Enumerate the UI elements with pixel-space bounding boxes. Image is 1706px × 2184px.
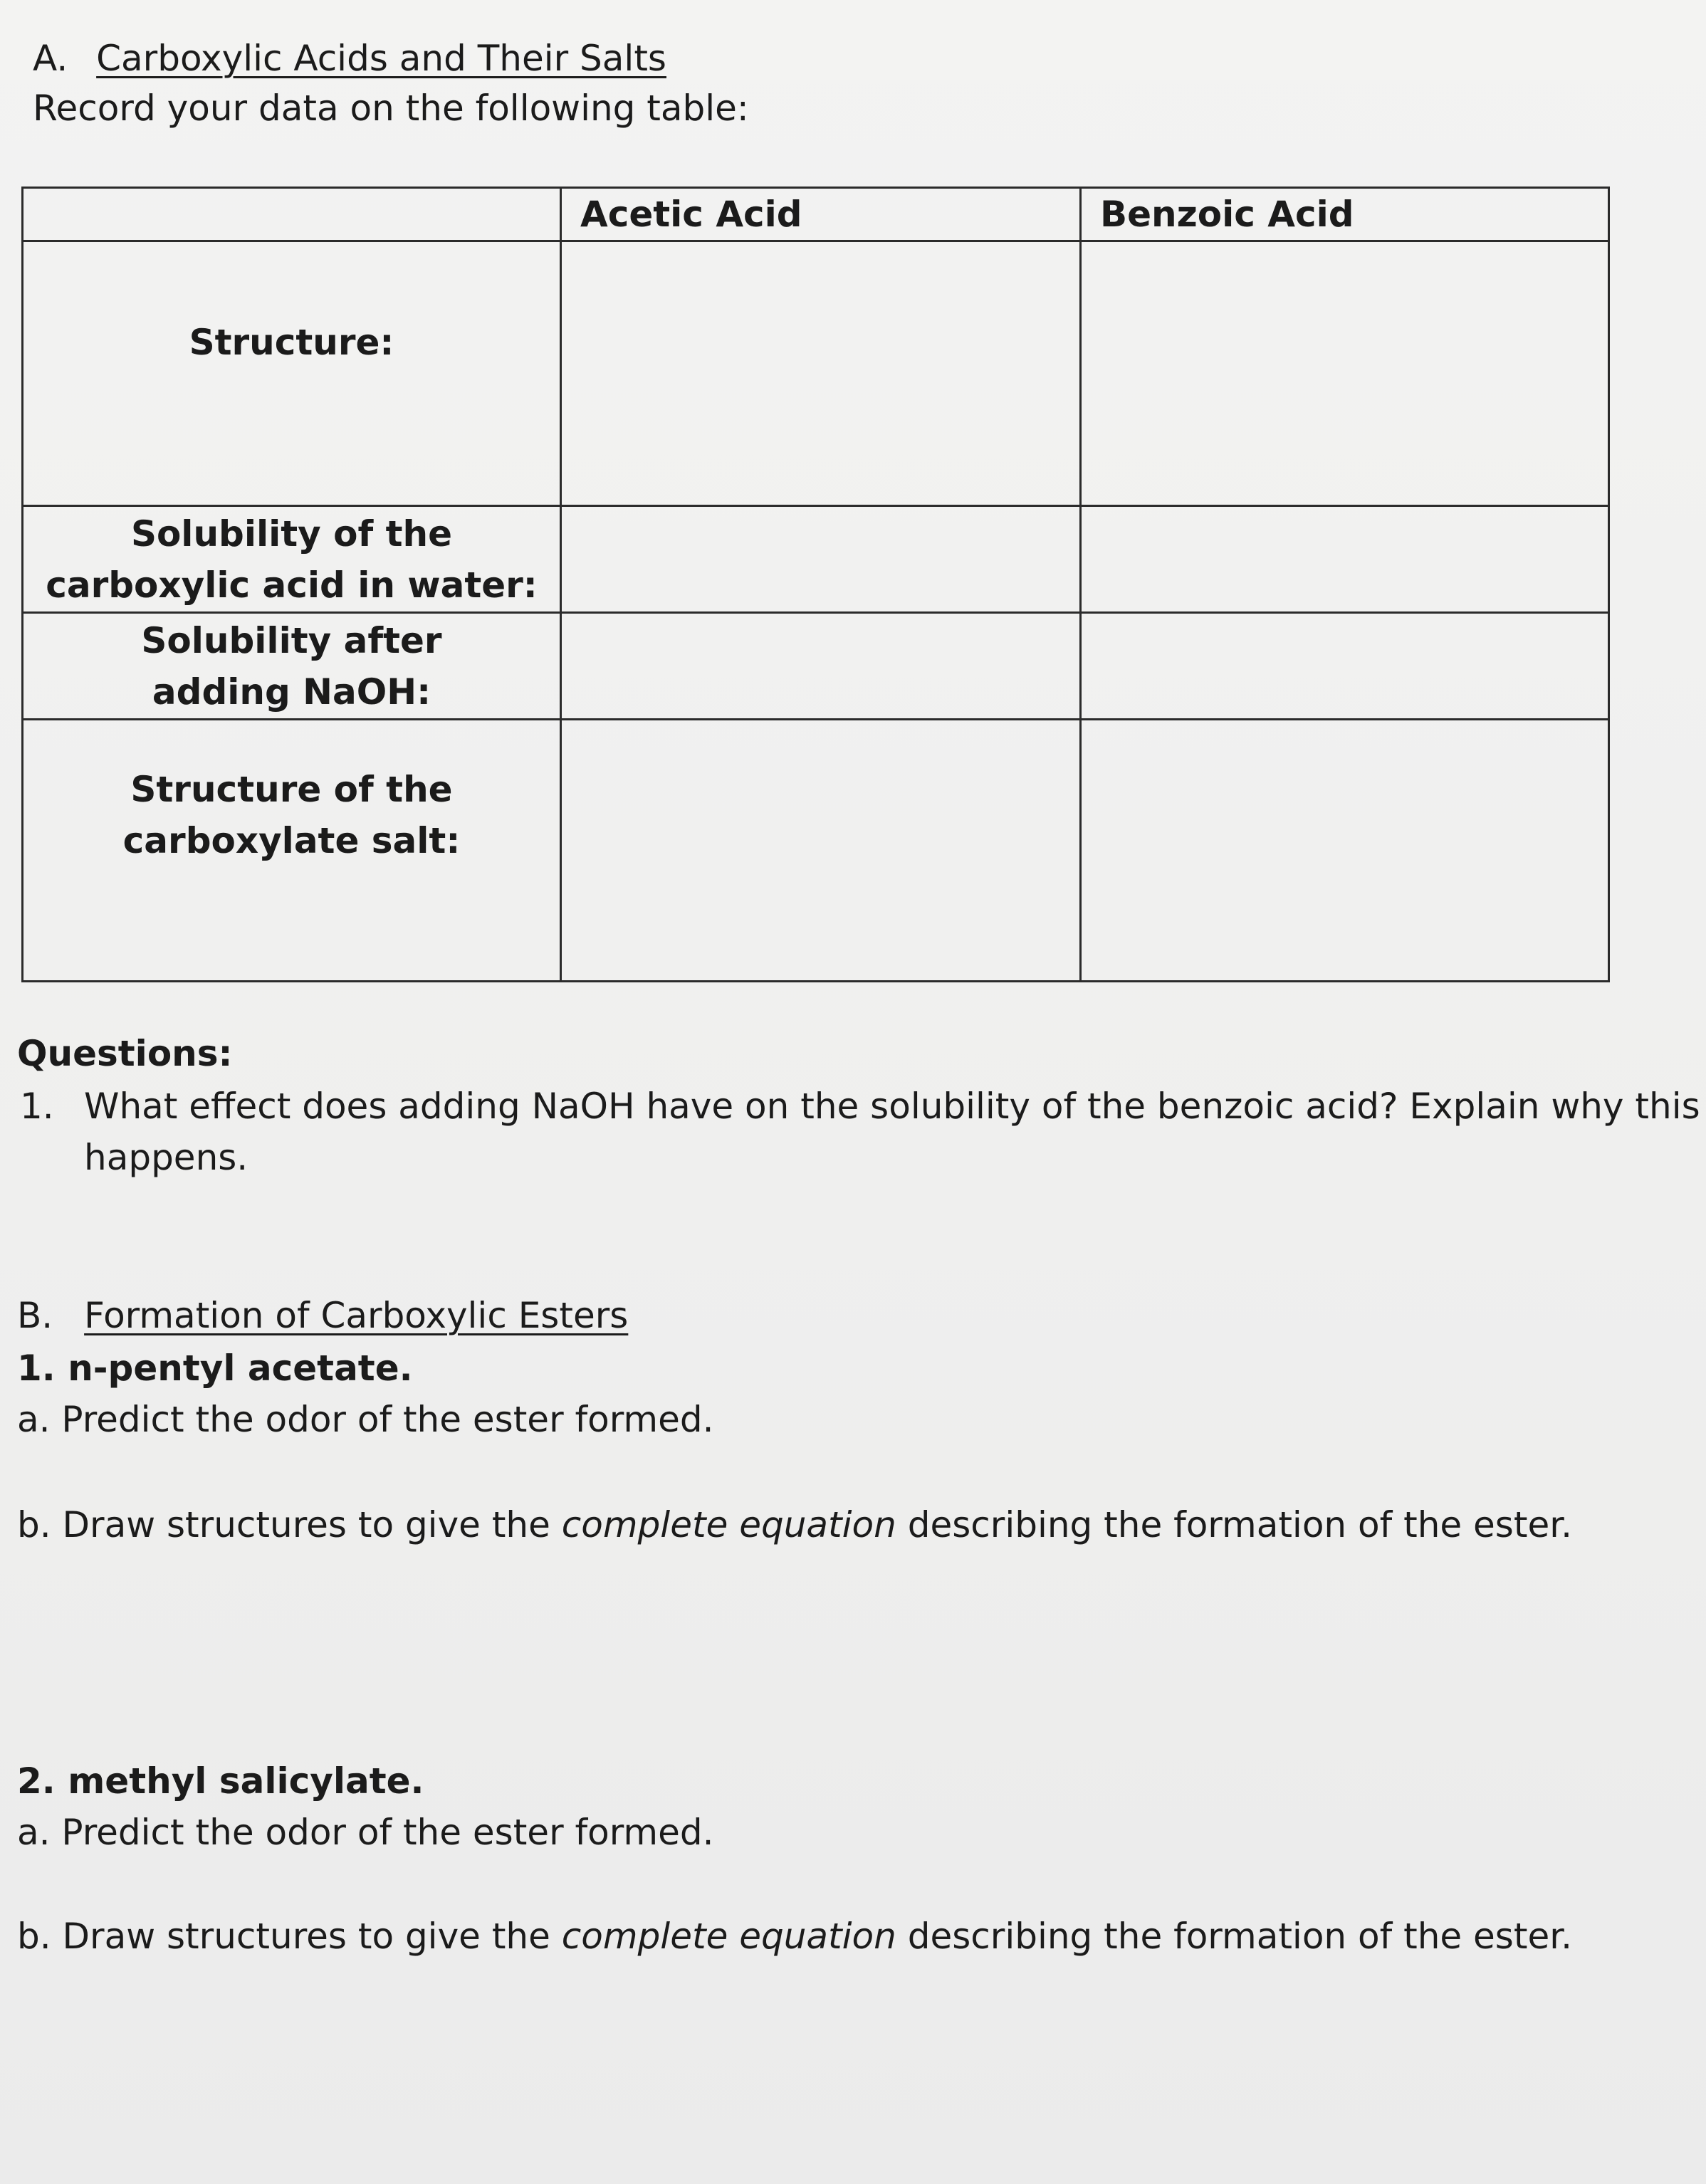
answer-cell[interactable] [561, 506, 1081, 613]
answer-cell[interactable] [1081, 506, 1609, 613]
row-label-line: Structure: [189, 321, 394, 363]
section-b-heading [17, 1294, 628, 1337]
ester-1-odor-prompt: a. Predict the odor of the ester formed. [17, 1399, 714, 1440]
table-header-benzoic-acid: Benzoic Acid [1081, 188, 1609, 241]
table-row-solubility-naoh [23, 613, 1609, 720]
row-label-carboxylate-salt [23, 720, 561, 982]
answer-cell[interactable] [1081, 241, 1609, 506]
data-table [21, 187, 1610, 982]
row-label-line: Solubility of the [130, 513, 453, 555]
prompt-emphasis: complete equation [561, 1504, 896, 1545]
row-label-solubility-water [23, 506, 561, 613]
row-label-solubility-naoh [23, 613, 561, 720]
table-row-carboxylate-salt [23, 720, 1609, 982]
row-label-line: adding NaOH: [152, 671, 431, 713]
section-a-instruction: Record your data on the following table: [33, 88, 749, 129]
prompt-text: describing the formation of the ester. [896, 1916, 1573, 1957]
row-label-line: carboxylic acid in water: [46, 564, 538, 606]
ester-2-equation-prompt [17, 1915, 1572, 1958]
question-1-text-cont: happens. [84, 1137, 248, 1178]
answer-cell[interactable] [1081, 720, 1609, 982]
row-label-line: Solubility after [141, 619, 442, 661]
questions-heading: Questions: [17, 1033, 233, 1074]
row-label-structure [23, 241, 561, 506]
prompt-emphasis: complete equation [561, 1916, 896, 1957]
row-label-line: Structure of the [130, 768, 453, 810]
table-row-solubility-water [23, 506, 1609, 613]
prompt-text: describing the formation of the ester. [896, 1504, 1573, 1545]
answer-cell[interactable] [561, 720, 1081, 982]
question-1-text: What effect does adding NaOH have on the solubility of the benzoic acid? Explain why this [84, 1086, 1700, 1127]
section-a-letter: A. [33, 38, 68, 79]
table-header-cell [23, 188, 561, 241]
prompt-text: b. Draw structures to give the [17, 1916, 562, 1957]
ester-1-title: 1. n-pentyl acetate. [17, 1348, 413, 1389]
section-a-title: Carboxylic Acids and Their Salts [96, 38, 666, 79]
question-1-number: 1. [20, 1086, 54, 1127]
answer-cell[interactable] [561, 613, 1081, 720]
table-header-row [23, 188, 1609, 241]
section-b-title: Formation of Carboxylic Esters [84, 1295, 629, 1336]
ester-1-equation-prompt [17, 1503, 1572, 1546]
section-a-heading [33, 37, 666, 80]
prompt-text: b. Draw structures to give the [17, 1504, 562, 1545]
table-row-structure [23, 241, 1609, 506]
answer-cell[interactable] [1081, 613, 1609, 720]
row-label-line: carboxylate salt: [122, 819, 461, 861]
ester-2-odor-prompt: a. Predict the odor of the ester formed. [17, 1812, 714, 1853]
table-header-acetic-acid: Acetic Acid [561, 188, 1081, 241]
section-b-letter: B. [17, 1295, 53, 1336]
ester-2-title: 2. methyl salicylate. [17, 1760, 424, 1802]
answer-cell[interactable] [561, 241, 1081, 506]
